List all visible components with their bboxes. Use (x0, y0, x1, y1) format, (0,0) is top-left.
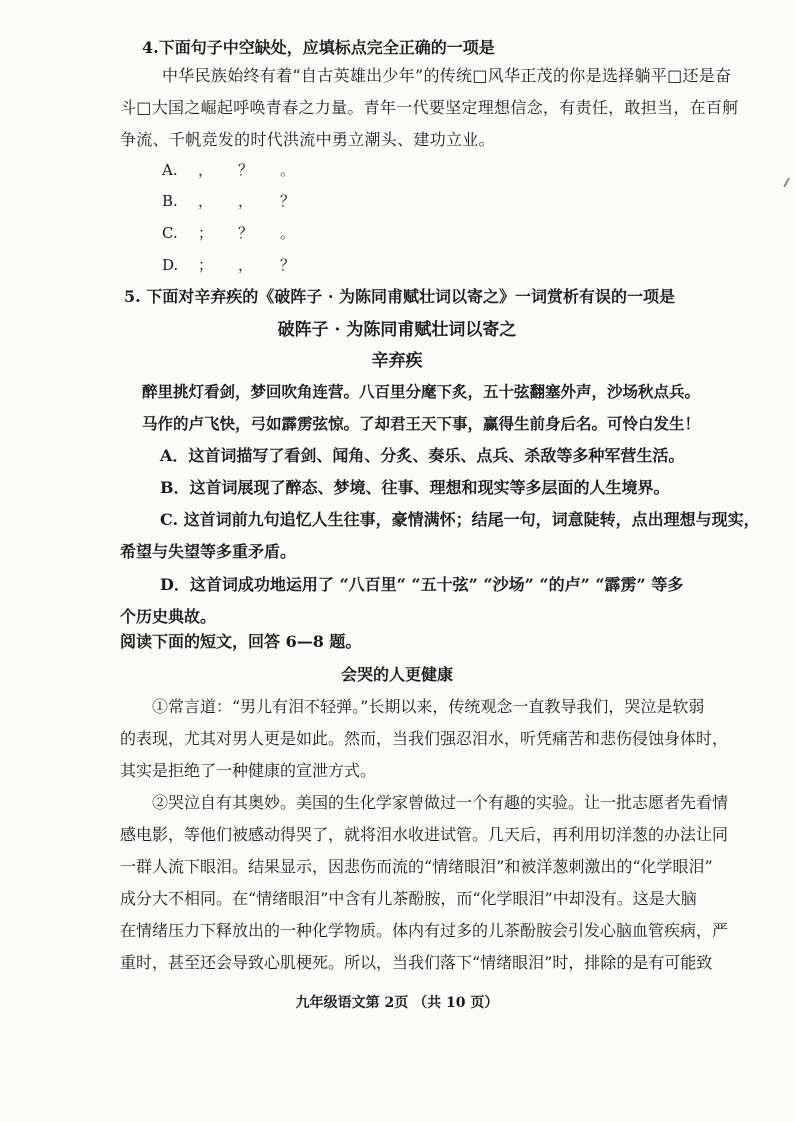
reading-instruction: 阅读下面的短文，回答 6—8 题。 (120, 632, 362, 651)
q4-text-line-1: 中华民族始终有着“自古英雄出少年”的传统□风华正茂的你是选择躺平□还是奋 (162, 66, 732, 85)
paragraph-2-line-1: ②哭泣自有其奥妙。美国的生化学家曾做过一个有趣的实验。让一批志愿者先看情 (152, 793, 729, 812)
option-punct-1: ， (198, 161, 214, 179)
poem-title: 破阵子 · 为陈同甫赋壮词以寄之 (277, 320, 517, 340)
q5-option-d-line-2: 个历史典故。 (120, 607, 217, 626)
paragraph-2-line-4: 成分大不相同。在“情绪眼泪”中含有儿茶酚胺，而“化学眼泪”中却没有。这是大脑 (120, 889, 697, 908)
option-punct-3: 。 (280, 224, 296, 242)
scan-mark (778, 175, 790, 188)
option-punct-1: ； (198, 256, 214, 274)
q4-text-line-2: 斗□大国之崛起呼唤青春之力量。青年一代要坚定理想信念，有责任，敢担当，在百舸 (120, 98, 739, 117)
option-label: B. (162, 192, 178, 210)
option-punct-1: ； (198, 224, 214, 242)
paragraph-2-line-6: 重时，甚至还会导致心肌梗死。所以，当我们落下“情绪眼泪”时，排除的是有可能致 (120, 953, 713, 972)
poem-line-1: 醉里挑灯看剑，梦回吹角连营。八百里分麾下炙，五十弦翻塞外声，沙场秋点兵。 (142, 382, 701, 401)
option-label: A. (162, 161, 178, 179)
option-punct-2: ？ (238, 224, 254, 242)
q5-stem: 5. 下面对辛弃疾的《破阵子 · 为陈同甫赋壮词以寄之》一词赏析有误的一项是 (124, 287, 675, 306)
paragraph-2-line-5: 在情绪压力下释放出的一种化学物质。体内有过多的儿茶酚胺会引发心脑血管疾病，严 (120, 921, 729, 940)
paragraph-1-line-1: ①常言道：“男儿有泪不轻弹。”长期以来，传统观念一直教导我们，哭泣是软弱 (152, 697, 705, 716)
article-title: 会哭的人更健康 (340, 665, 453, 684)
poem-line-2: 马作的卢飞快，弓如霹雳弦惊。了却君王天下事，赢得生前身后名。可怜白发生！ (142, 414, 701, 433)
q5-option-a: A．这首词描写了看剑、闻角、分炙、奏乐、点兵、杀敌等多种军营生活。 (160, 446, 685, 465)
q5-option-b: B．这首词展现了醉态、梦境、往事、理想和现实等多层面的人生境界。 (160, 478, 670, 497)
paragraph-1-line-2: 的表现，尤其对男人更是如此。然而，当我们强忍泪水，听凭痛苦和悲伤侵蚀身体时， (120, 729, 729, 748)
q4-stem: 4.下面句子中空缺处，应填标点完全正确的一项是 (142, 38, 495, 57)
option-punct-3: ？ (280, 256, 296, 274)
q5-option-c-line-1: C. 这首词前九句追忆人生往事，豪情满怀；结尾一句，词意陡转，点出理想与现实， (160, 510, 760, 529)
paragraph-1-line-3: 其实是拒绝了一种健康的宣泄方式。 (120, 761, 377, 780)
q5-option-c-line-2: 希望与失望等多重矛盾。 (120, 542, 297, 561)
option-punct-3: ？ (280, 192, 296, 210)
option-punct-2: ？ (238, 161, 254, 179)
option-punct-1: ， (198, 192, 214, 210)
option-punct-3: 。 (280, 161, 296, 179)
option-label: D. (162, 256, 179, 274)
option-punct-2: ， (238, 192, 254, 210)
q4-text-line-3: 争流、千帆竞发的时代洪流中勇立潮头、建功立业。 (120, 130, 495, 149)
paragraph-2-line-2: 感电影，等他们被感动得哭了，就将泪水收进试管。几天后，再利用切洋葱的办法让同 (120, 825, 729, 844)
q4-option-c (162, 223, 295, 243)
q4-option-a (162, 160, 295, 180)
q5-option-d-line-1: D．这首词成功地运用了 “八百里“ “五十弦” “沙场” “的卢” “霹雳” 等多 (160, 575, 684, 594)
poem-author: 辛弃疾 (371, 351, 423, 371)
page-footer: 九年级语文第 2页 （共 10 页） (295, 995, 499, 1011)
q4-option-b (162, 191, 295, 211)
option-punct-2: ， (238, 256, 254, 274)
option-label: C. (162, 224, 178, 242)
paragraph-2-line-3: 一群人流下眼泪。结果显示，因悲伤而流的“情绪眼泪”和被洋葱刺激出的“化学眼泪” (120, 857, 713, 876)
q4-option-d (162, 255, 295, 275)
